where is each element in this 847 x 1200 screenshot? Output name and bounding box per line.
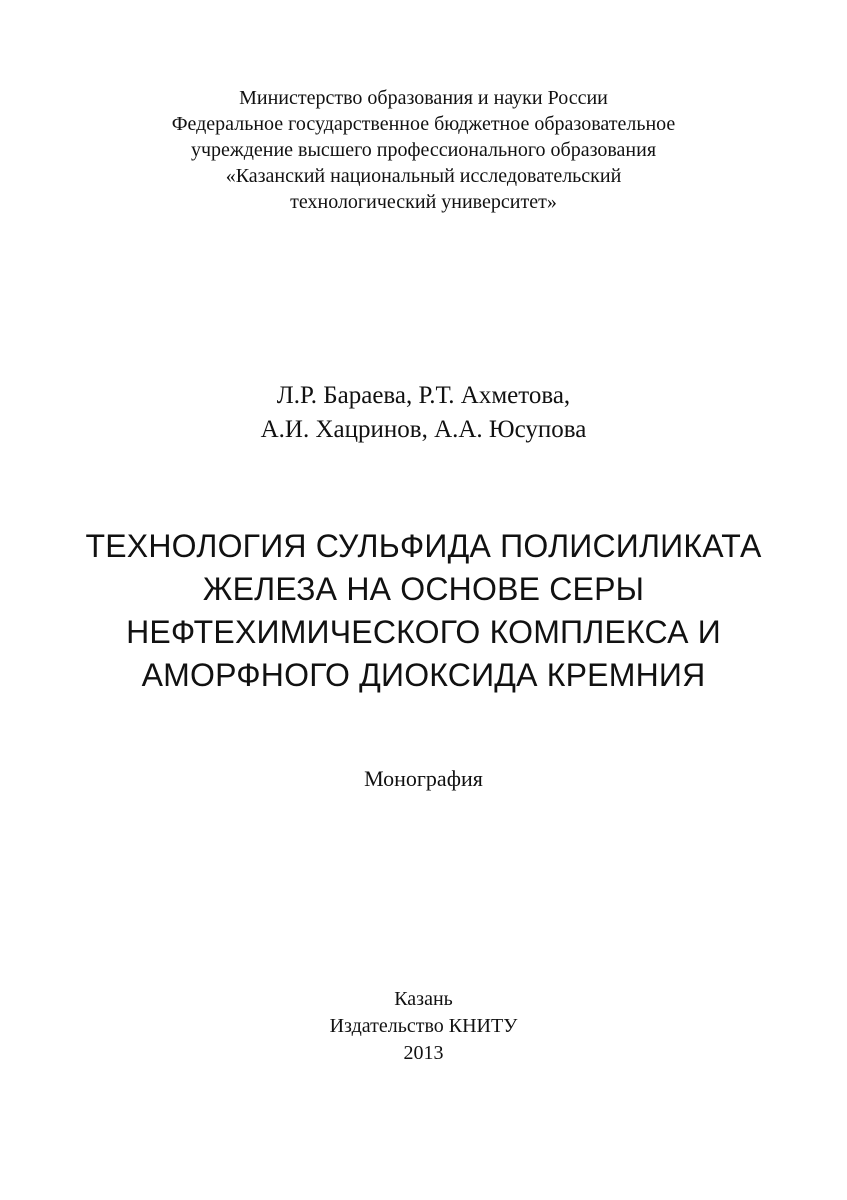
institution-line-university-type: технологический университет» <box>290 191 557 213</box>
title-line-3: НЕФТЕХИМИЧЕСКОГО КОМПЛЕКСА И <box>126 614 721 650</box>
authors <box>0 379 847 447</box>
imprint <box>0 986 847 1067</box>
authors-line-2: А.И. Хацринов, А.А. Юсупова <box>260 416 587 443</box>
title-line-4: АМОРФНОГО ДИОКСИДА КРЕМНИЯ <box>141 657 706 693</box>
institution-line-university-name: «Казанский национальный исследовательский <box>225 165 622 187</box>
imprint-year: 2013 <box>403 1042 444 1064</box>
document-title <box>0 525 847 697</box>
document-type-label: Монография <box>364 766 483 791</box>
imprint-publisher: Издательство КНИТУ <box>329 1015 518 1037</box>
institution-header <box>0 85 847 215</box>
document-type <box>0 764 847 794</box>
imprint-city: Казань <box>394 988 453 1010</box>
institution-line-ministry: Министерство образования и науки России <box>239 87 608 109</box>
institution-line-education: учреждение высшего профессионального образования <box>190 139 657 161</box>
title-line-1: ТЕХНОЛОГИЯ СУЛЬФИДА ПОЛИСИЛИКАТА <box>85 528 762 564</box>
authors-line-1: Л.Р. Бараева, Р.Т. Ахметова, <box>276 382 571 409</box>
title-line-2: ЖЕЛЕЗА НА ОСНОВЕ СЕРЫ <box>202 571 645 607</box>
institution-line-federal: Федеральное государственное бюджетное образовательное <box>171 113 676 135</box>
